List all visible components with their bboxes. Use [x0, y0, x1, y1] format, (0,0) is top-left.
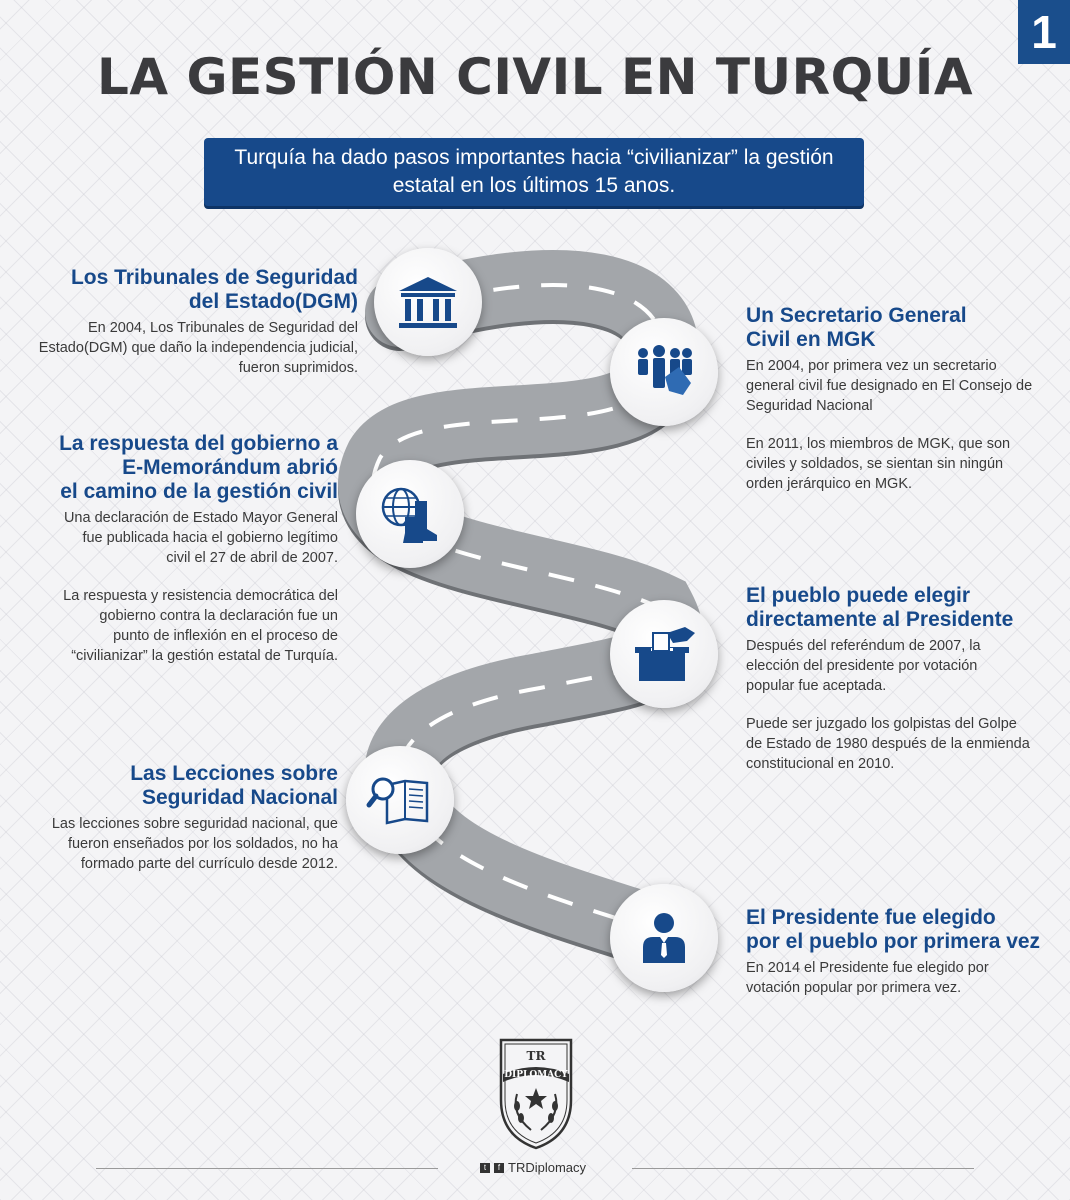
heading-line: Un Secretario General	[746, 304, 967, 327]
heading-line: La respuesta del gobierno a	[59, 432, 338, 455]
text-line: Después del referéndum de 2007, la	[746, 638, 981, 654]
eleccion-text-1	[746, 636, 1062, 696]
page-title: LA GESTIÓN CIVIL EN TURQUÍA	[96, 48, 974, 106]
twitter-icon: t	[480, 1163, 490, 1173]
text-line: general civil fue designado en El Consejo de	[746, 378, 1033, 394]
text-line: punto de inflexión en el proceso de	[113, 628, 338, 644]
e-memorandum-heading	[20, 432, 338, 504]
text-line: Puede ser juzgado los golpistas del Golpe	[746, 716, 1017, 732]
heading-line: el camino de la gestión civil	[60, 480, 338, 503]
presidente-block	[746, 906, 1062, 998]
heading-line: Las Lecciones sobre	[130, 762, 338, 785]
courthouse-node	[374, 248, 482, 356]
text-line: elección del presidente por votación	[746, 658, 978, 674]
text-line: En 2004, por primera vez un secretario	[746, 358, 997, 374]
text-line: En 2004, Los Tribunales de Seguridad del	[87, 320, 358, 336]
text-line: formado parte del currículo desde 2012.	[80, 856, 338, 872]
text-line: votación popular por primera vez.	[746, 980, 962, 996]
heading-line: El Presidente fue elegido	[746, 906, 996, 929]
mgk-heading	[746, 304, 1062, 352]
eleccion-heading	[746, 584, 1062, 632]
lecciones-block	[20, 762, 338, 874]
presidente-heading	[746, 906, 1062, 954]
text-line: En 2014 el Presidente fue elegido por	[746, 960, 989, 976]
heading-line: directamente al Presidente	[746, 608, 1014, 631]
text-line: fueron enseñados por los soldados, no ha	[67, 836, 338, 852]
text-line: En 2011, los miembros de MGK, que son	[746, 436, 1011, 452]
ballot-box-icon	[629, 619, 699, 689]
heading-line: E-Memorándum abrió	[122, 456, 338, 479]
presidente-text	[746, 958, 1062, 998]
dgm-text	[20, 318, 358, 378]
group-selection-icon	[629, 337, 699, 407]
text-line: popular fue aceptada.	[746, 678, 887, 694]
mgk-text-1	[746, 356, 1062, 416]
mgk-text-2	[746, 434, 1062, 494]
book-magnifier-icon	[365, 765, 435, 835]
heading-line: Civil en MGK	[746, 328, 876, 351]
eleccion-block	[746, 584, 1062, 774]
text-line: La respuesta y resistencia democrática del	[63, 588, 338, 604]
footer-social	[480, 1160, 586, 1175]
e-memorandum-block	[20, 432, 338, 666]
text-line: constitucional en 2010.	[746, 756, 895, 772]
eleccion-text-2	[746, 714, 1062, 774]
tr-diplomacy-logo	[495, 1030, 577, 1152]
lecciones-heading	[20, 762, 338, 810]
text-line: Seguridad Nacional	[746, 398, 873, 414]
dgm-heading-line: del Estado(DGM)	[188, 290, 358, 313]
social-handle: TRDiplomacy	[508, 1160, 587, 1175]
e-memorandum-text-1	[20, 508, 338, 568]
mgk-block	[746, 304, 1062, 494]
page-number: 1	[1018, 0, 1070, 64]
dgm-heading	[20, 266, 358, 314]
president-node	[610, 884, 718, 992]
group-selection-node	[610, 318, 718, 426]
heading-line: Seguridad Nacional	[141, 786, 338, 809]
ballot-box-node	[610, 600, 718, 708]
globe-boots-node	[356, 460, 464, 568]
text-line: fue publicada hacia el gobierno legítimo	[82, 530, 338, 546]
president-icon	[629, 903, 699, 973]
text-line: Las lecciones sobre seguridad nacional, que	[51, 816, 338, 832]
lecciones-text	[20, 814, 338, 874]
text-line: orden jerárquico en MGK.	[746, 476, 913, 492]
book-magnifier-node	[346, 746, 454, 854]
globe-boots-icon	[375, 479, 445, 549]
logo-band-text: DIPLOMACY	[504, 1070, 568, 1080]
text-line: “civilianizar” la gestión estatal de Turquía.	[71, 648, 338, 664]
courthouse-icon	[393, 267, 463, 337]
text-line: Estado(DGM) que daño la independencia judicial,	[38, 340, 358, 356]
text-line: fueron suprimidos.	[238, 360, 358, 376]
heading-line: El pueblo puede elegir	[746, 584, 971, 607]
logo-top-text: TR	[526, 1049, 546, 1063]
e-memorandum-text-2	[20, 586, 338, 666]
text-line: civiles y soldados, se sientan sin ningún	[746, 456, 1004, 472]
text-line: de Estado de 1980 después de la enmienda	[746, 736, 1030, 752]
facebook-icon: f	[494, 1163, 504, 1173]
text-line: civil el 27 de abril de 2007.	[166, 550, 338, 566]
subtitle-text: Turquía ha dado pasos importantes hacia “civilianizar” la gestión estatal en los últimos 15 anos.	[234, 146, 834, 197]
dgm-heading-line: Los Tribunales de Seguridad	[70, 266, 358, 289]
footer-divider-left	[96, 1168, 438, 1169]
text-line: gobierno contra la declaración fue un	[99, 608, 338, 624]
text-line: Una declaración de Estado Mayor General	[63, 510, 338, 526]
dgm-block	[20, 266, 358, 378]
heading-line: por el pueblo por primera vez	[746, 930, 1041, 953]
footer-divider-right	[632, 1168, 974, 1169]
